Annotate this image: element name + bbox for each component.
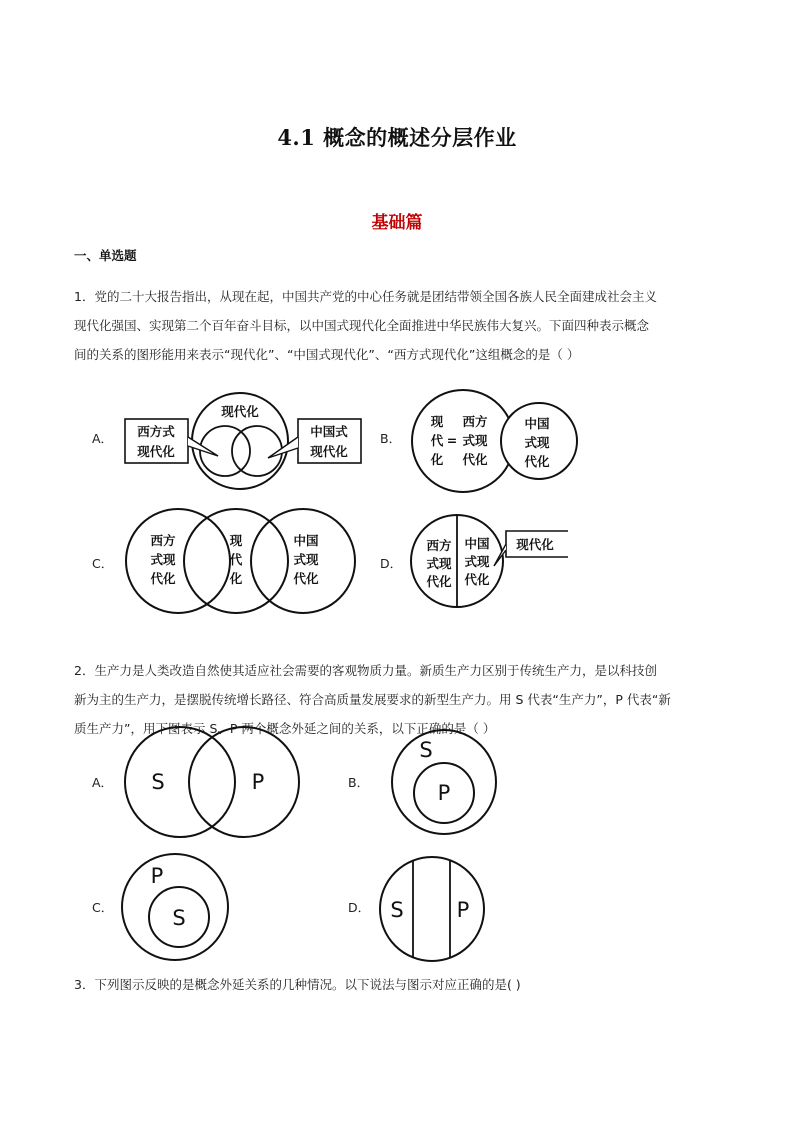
- q2-option-a-label[interactable]: A．: [92, 775, 114, 790]
- q1-option-c-label[interactable]: C．: [92, 556, 114, 571]
- q1d-callout-label: 现代化: [516, 537, 554, 552]
- q1c-left-circle: [126, 509, 230, 613]
- q1-diagram-b: [405, 384, 585, 498]
- q2a-right-circle: [189, 727, 299, 837]
- q1-diagram-c: [110, 505, 360, 617]
- q1a-inner-circle-right: [232, 426, 282, 476]
- part-heading: 一、单选题: [74, 248, 137, 263]
- q1d-right-line-2: 式现: [464, 554, 490, 569]
- q1b-left-col-1: 现: [430, 414, 444, 429]
- q1-diagram-d: [405, 508, 575, 614]
- q1b-right-line-3: 代化: [524, 454, 550, 469]
- q1a-right-box-line-1: 中国式: [310, 424, 348, 439]
- q1a-right-box-line-2: 现代化: [310, 444, 348, 459]
- question-1-line-1: 1．党的二十大报告指出，从现在起，中国共产党的中心任务就是团结带领全国各族人民全面建成社会主义: [74, 289, 657, 304]
- q1a-outer-label: 现代化: [221, 404, 259, 419]
- q1c-right-line-1: 中国: [293, 533, 319, 548]
- q1b-mid-line-1: 西方: [462, 414, 488, 429]
- q1c-mid-line-1: 现: [229, 533, 243, 548]
- q1c-mid-line-3: 化: [229, 571, 243, 586]
- q1b-mid-line-3: 代化: [462, 452, 488, 467]
- q1d-right-line-1: 中国: [464, 536, 490, 551]
- q1d-left-line-3: 代化: [426, 574, 452, 589]
- q2d-right-label: P: [456, 898, 470, 922]
- q1a-left-box-line-2: 现代化: [137, 444, 175, 459]
- question-1-text: [74, 282, 724, 369]
- q1d-left-line-1: 西方: [426, 538, 452, 553]
- question-1-line-3: 间的关系的图形能用来表示“现代化”、“中国式现代化”、“西方式现代化”这组概念的是（ ）: [74, 347, 580, 362]
- q2c-inner-label: S: [172, 906, 186, 930]
- q2c-outer-label: P: [150, 864, 164, 888]
- q2d-left-label: S: [390, 898, 404, 922]
- q1d-right-line-3: 代化: [464, 572, 490, 587]
- q1b-left-col-2: 代: [430, 433, 444, 448]
- q2a-left-label: S: [151, 770, 165, 794]
- q2-diagram-d: [375, 850, 491, 966]
- q1b-right-line-1: 中国: [524, 416, 550, 431]
- q1-option-d-label[interactable]: D．: [380, 556, 403, 571]
- q1b-right-line-2: 式现: [524, 435, 550, 450]
- q2-option-b-label[interactable]: B．: [348, 775, 370, 790]
- q1b-mid-line-2: 式现: [462, 433, 488, 448]
- q2-option-c-label[interactable]: C．: [92, 900, 114, 915]
- q1c-right-line-3: 代化: [293, 571, 319, 586]
- q1c-left-line-1: 西方: [150, 533, 176, 548]
- q2a-left-circle: [125, 727, 235, 837]
- q2a-right-label: P: [251, 770, 265, 794]
- q1c-right-line-2: 式现: [293, 552, 319, 567]
- q1d-left-line-2: 式现: [426, 556, 452, 571]
- q1-diagram-a: [120, 390, 380, 494]
- q2-diagram-b: [390, 725, 500, 841]
- q1a-left-box-line-1: 西方式: [137, 424, 175, 439]
- q2b-outer-label: S: [419, 738, 433, 762]
- question-2-line-3: 质生产力”，用下图表示 S、P 两个概念外延之间的关系，以下正确的是（ ）: [74, 721, 496, 736]
- q1-option-a-label[interactable]: A．: [92, 431, 114, 446]
- q2-diagram-a: [115, 725, 305, 841]
- question-3-line-1: 3．下列图示反映的是概念外延关系的几种情况。以下说法与图示对应正确的是( ): [74, 977, 521, 992]
- q1b-left-col-3: 化: [430, 452, 444, 467]
- q1c-left-line-2: 式现: [150, 552, 176, 567]
- section-title: 基础篇: [371, 213, 423, 233]
- q2b-inner-label: P: [437, 781, 451, 805]
- question-2-line-1: 2．生产力是人类改造自然使其适应社会需要的客观物质力量。新质生产力区别于传统生产力，是以科技创: [74, 663, 657, 678]
- q1b-equals-sign: =: [446, 433, 458, 448]
- q1c-left-line-3: 代化: [150, 571, 176, 586]
- q1-option-b-label[interactable]: B．: [380, 431, 402, 446]
- q2-option-d-label[interactable]: D．: [348, 900, 371, 915]
- q1a-right-callout-pointer: [268, 437, 298, 458]
- question-2-line-2: 新为主的生产力，是摆脱传统增长路径、符合高质量发展要求的新型生产力。用 S 代表“生产力”，P 代表“新: [74, 692, 671, 707]
- document-title: 4.1 概念的概述分层作业: [277, 125, 517, 150]
- question-3-text: [74, 970, 724, 999]
- question-1-line-2: 现代化强国、实现第二个百年奋斗目标，以中国式现代化全面推进中华民族伟大复兴。下面四种表示概念: [74, 318, 650, 333]
- q1c-mid-line-2: 代: [229, 552, 243, 567]
- q2-diagram-c: [115, 850, 235, 966]
